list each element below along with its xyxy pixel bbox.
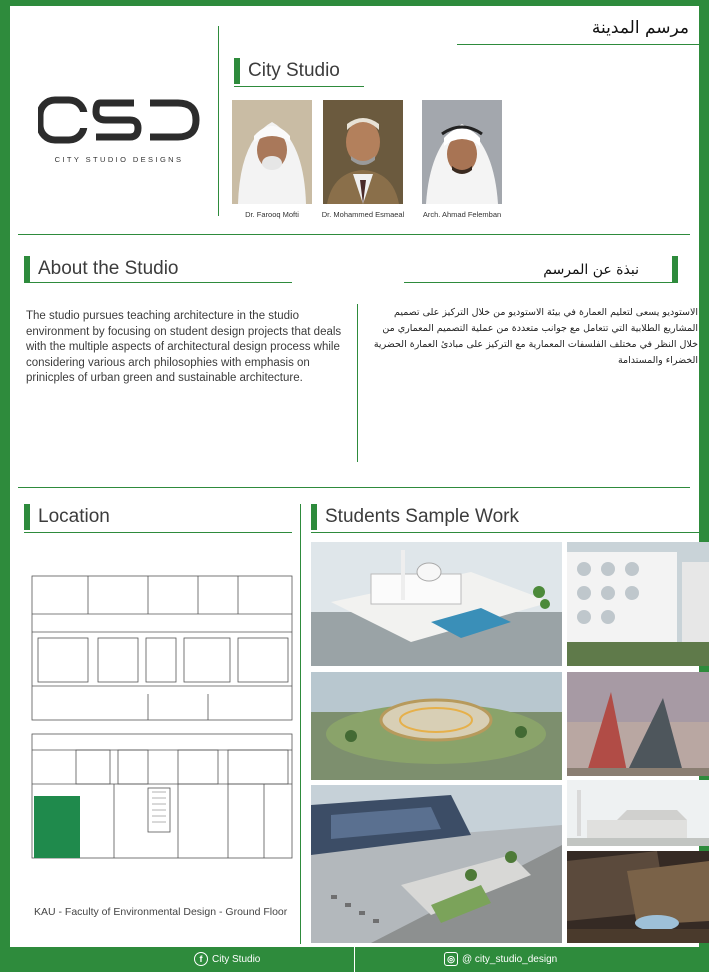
location-title: Location bbox=[38, 506, 110, 527]
faculty-photo-3 bbox=[422, 100, 502, 204]
arabic-title-underline bbox=[457, 44, 700, 45]
left-frame-bar bbox=[0, 0, 10, 972]
faculty-member-1 bbox=[232, 100, 312, 219]
faculty-name-2: Dr. Mohammed Esmaeal bbox=[321, 210, 405, 219]
heading-accent-bar bbox=[311, 504, 317, 530]
faculty-member-3 bbox=[422, 100, 502, 219]
sample-work-night-render bbox=[567, 851, 709, 943]
about-arabic-underline bbox=[404, 282, 678, 283]
facebook-link[interactable] bbox=[194, 952, 260, 966]
faculty-photo-1 bbox=[232, 100, 312, 204]
sample-work-lattice-facade bbox=[567, 542, 709, 666]
about-column-divider bbox=[357, 304, 358, 462]
location-heading bbox=[24, 504, 110, 530]
heading-accent-bar bbox=[24, 256, 30, 282]
sample-work-sculpture bbox=[567, 672, 709, 776]
about-title: About the Studio bbox=[38, 258, 179, 279]
location-work-divider bbox=[300, 504, 301, 944]
sample-work-curved-building bbox=[311, 672, 562, 780]
facebook-handle: City Studio bbox=[212, 953, 261, 965]
floor-plan bbox=[28, 574, 296, 862]
highlighted-studio-room bbox=[34, 796, 80, 858]
instagram-handle: @ city_studio_design bbox=[462, 953, 558, 965]
instagram-link[interactable] bbox=[444, 952, 557, 966]
facebook-icon: f bbox=[194, 952, 208, 966]
work-underline bbox=[311, 532, 700, 533]
about-bottom-divider bbox=[18, 487, 690, 488]
about-underline bbox=[24, 282, 292, 283]
faculty-member-2 bbox=[321, 100, 405, 219]
footer-divider bbox=[354, 947, 355, 972]
about-heading bbox=[24, 256, 179, 282]
header-divider bbox=[218, 26, 219, 216]
work-title: Students Sample Work bbox=[325, 506, 519, 527]
sample-work-mosque-render bbox=[311, 542, 562, 666]
about-body-arabic: الاستوديو يسعى لتعليم العمارة في بيئة الاستوديو من خلال التركيز على تصميم المشاريع الطلابية التي تتعامل مع جوانب متعددة من عملية التصميم المعماري من خلال النظر في مختلف الفلسفات المعمارية مع التركيز على مبادئ العمارة الحضرية الخضراء والمستدامة bbox=[373, 307, 698, 366]
about-arabic-title: نبذة عن المرسم bbox=[543, 262, 639, 278]
faculty-photo-2 bbox=[323, 100, 403, 204]
location-caption: KAU - Faculty of Environmental Design - Ground Floor bbox=[34, 906, 288, 918]
arabic-heading-accent-bar bbox=[672, 256, 678, 282]
location-underline bbox=[24, 532, 292, 533]
heading-accent-bar bbox=[234, 58, 240, 84]
arabic-page-title: مرسم المدينة bbox=[591, 18, 689, 38]
city-studio-heading bbox=[234, 58, 340, 84]
top-frame-bar bbox=[0, 0, 709, 6]
header-bottom-divider bbox=[18, 234, 690, 235]
city-studio-underline bbox=[234, 86, 364, 87]
faculty-name-3: Arch. Ahmad Felemban bbox=[422, 210, 502, 219]
instagram-icon: ◎ bbox=[444, 952, 458, 966]
sample-work-campus-plaza bbox=[311, 785, 562, 943]
faculty-name-1: Dr. Farooq Mofti bbox=[245, 210, 299, 219]
about-body-english: The studio pursues teaching architecture in the studio environment by focusing on student design projects that deals with the multiple aspects of architectural design process while considering various arch philosophies with emphasis on prinicples of urban green and sustainable architecture. bbox=[26, 310, 342, 384]
logo-tagline: CITY STUDIO DESIGNS bbox=[54, 155, 184, 164]
csd-logo bbox=[38, 96, 200, 176]
sample-work-mosque-courtyard bbox=[567, 780, 709, 846]
heading-accent-bar bbox=[24, 504, 30, 530]
city-studio-title: City Studio bbox=[248, 60, 340, 81]
work-heading bbox=[311, 504, 519, 530]
